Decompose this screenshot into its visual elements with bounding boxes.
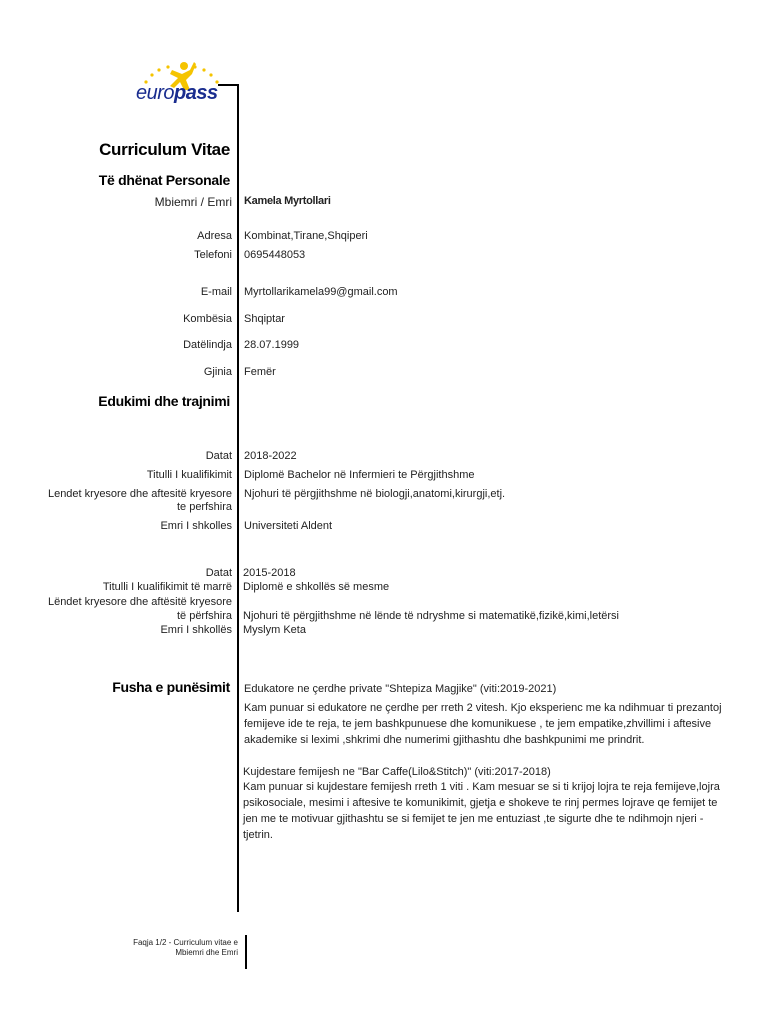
email-label: E-mail xyxy=(200,286,232,298)
name-label: Mbiemri / Emri xyxy=(154,195,232,209)
section-personal: Të dhënat Personale xyxy=(98,172,230,188)
section-education: Edukimi dhe trajnimi xyxy=(98,393,230,409)
edu1-subjects-value: Njohuri të përgjithshme në biologji,anatomi,kirurgji,etj. xyxy=(244,488,506,500)
address-value: Kombinat,Tirane,Shqiperi xyxy=(244,230,368,242)
cv-title: Curriculum Vitae xyxy=(99,140,230,159)
work2-heading: Kujdestare femijesh ne "Bar Caffe(Lilo&Stitch)" (viti:2017-2018) xyxy=(243,766,551,778)
edu1-date-value: 2018-2022 xyxy=(244,450,297,462)
europass-logo xyxy=(132,58,232,108)
edu2-title-label: Titulli I kualifikimit të marrë xyxy=(102,581,232,593)
edu1-subjects-label-2: te perfshira xyxy=(176,501,232,513)
work1-description: Kam punuar si edukatore ne çerdhe per rreth 2 vitesh. Kjo eksperienc me ka ndihmuar ti prezantoj femijeve ide te reja, te jem bashkpunuese dhe komunikuese , te jem empatike,zhvillimi i aftesive akademike si leximi ,shkrimi dhe numerimi gjithashtu dhe bashkpunimi me prindrit. xyxy=(244,702,722,746)
phone-label: Telefoni xyxy=(194,249,232,261)
edu2-subjects-value: Njohuri të përgjithshme në lënde të ndryshme si matematikë,fizikë,kimi,letërsi xyxy=(243,610,619,622)
footer-line-1: Faqja 1/2 - Curriculum vitae e xyxy=(133,938,238,947)
edu2-date-value: 2015-2018 xyxy=(243,567,296,579)
gender-label: Gjinia xyxy=(203,366,232,378)
gender-value: Femër xyxy=(244,366,276,378)
footer-divider xyxy=(245,935,247,969)
footer-line-2: Mbiemri dhe Emri xyxy=(175,948,238,957)
edu1-date-label: Datat xyxy=(205,450,232,462)
vertical-divider xyxy=(237,84,239,912)
edu2-date-label: Datat xyxy=(205,567,232,579)
work2-description: Kam punuar si kujdestare femijesh rreth 1 viti . Kam mesuar se si ti krijoj lojra te reja femijeve,lojra psikosociale, mesimi i aftesive te komunikimit, gjetja e shokeve te rinj permes lojrave qe femijet te jen me te motivuar gjithashtu se si femijet te jen me entuziast ,te sigurte dhe te ndihmojn njeri -tjetrin. xyxy=(243,781,720,841)
edu2-subjects-label-2: të përfshira xyxy=(176,610,232,622)
edu2-school-value: Myslym Keta xyxy=(243,624,306,636)
logo-divider xyxy=(218,84,238,86)
email-value[interactable]: Myrtollarikamela99@gmail.com xyxy=(244,286,398,298)
logo-pass: pass xyxy=(174,82,218,104)
edu2-title-value: Diplomë e shkollës së mesme xyxy=(243,581,390,593)
name-value: Kamela Myrtollari xyxy=(244,195,331,207)
edu1-school-value: Universiteti Aldent xyxy=(244,520,333,532)
edu1-title-label: Titulli I kualifikimit xyxy=(146,469,232,481)
edu1-school-label: Emri I shkolles xyxy=(160,520,232,532)
logo-euro: euro xyxy=(136,82,175,104)
edu2-school-label: Emri I shkollës xyxy=(160,624,232,636)
edu1-subjects-label-1: Lendet kryesore dhe aftesitë kryesore xyxy=(47,488,232,500)
phone-value: 0695448053 xyxy=(244,249,306,261)
edu1-title-value: Diplomë Bachelor në Infermieri te Përgjithshme xyxy=(244,469,475,481)
address-label: Adresa xyxy=(197,230,232,242)
birthdate-label: Datëlindja xyxy=(183,339,232,351)
birthdate-value: 28.07.1999 xyxy=(244,339,300,351)
work1-heading: Edukatore ne çerdhe private "Shtepiza Magjike" (viti:2019-2021) xyxy=(244,683,557,695)
nationality-value: Shqiptar xyxy=(244,313,285,325)
section-work: Fusha e punësimit xyxy=(112,679,230,695)
edu2-subjects-label-1: Lëndet kryesore dhe aftësitë kryesore xyxy=(47,596,232,608)
nationality-label: Kombësia xyxy=(183,313,232,325)
